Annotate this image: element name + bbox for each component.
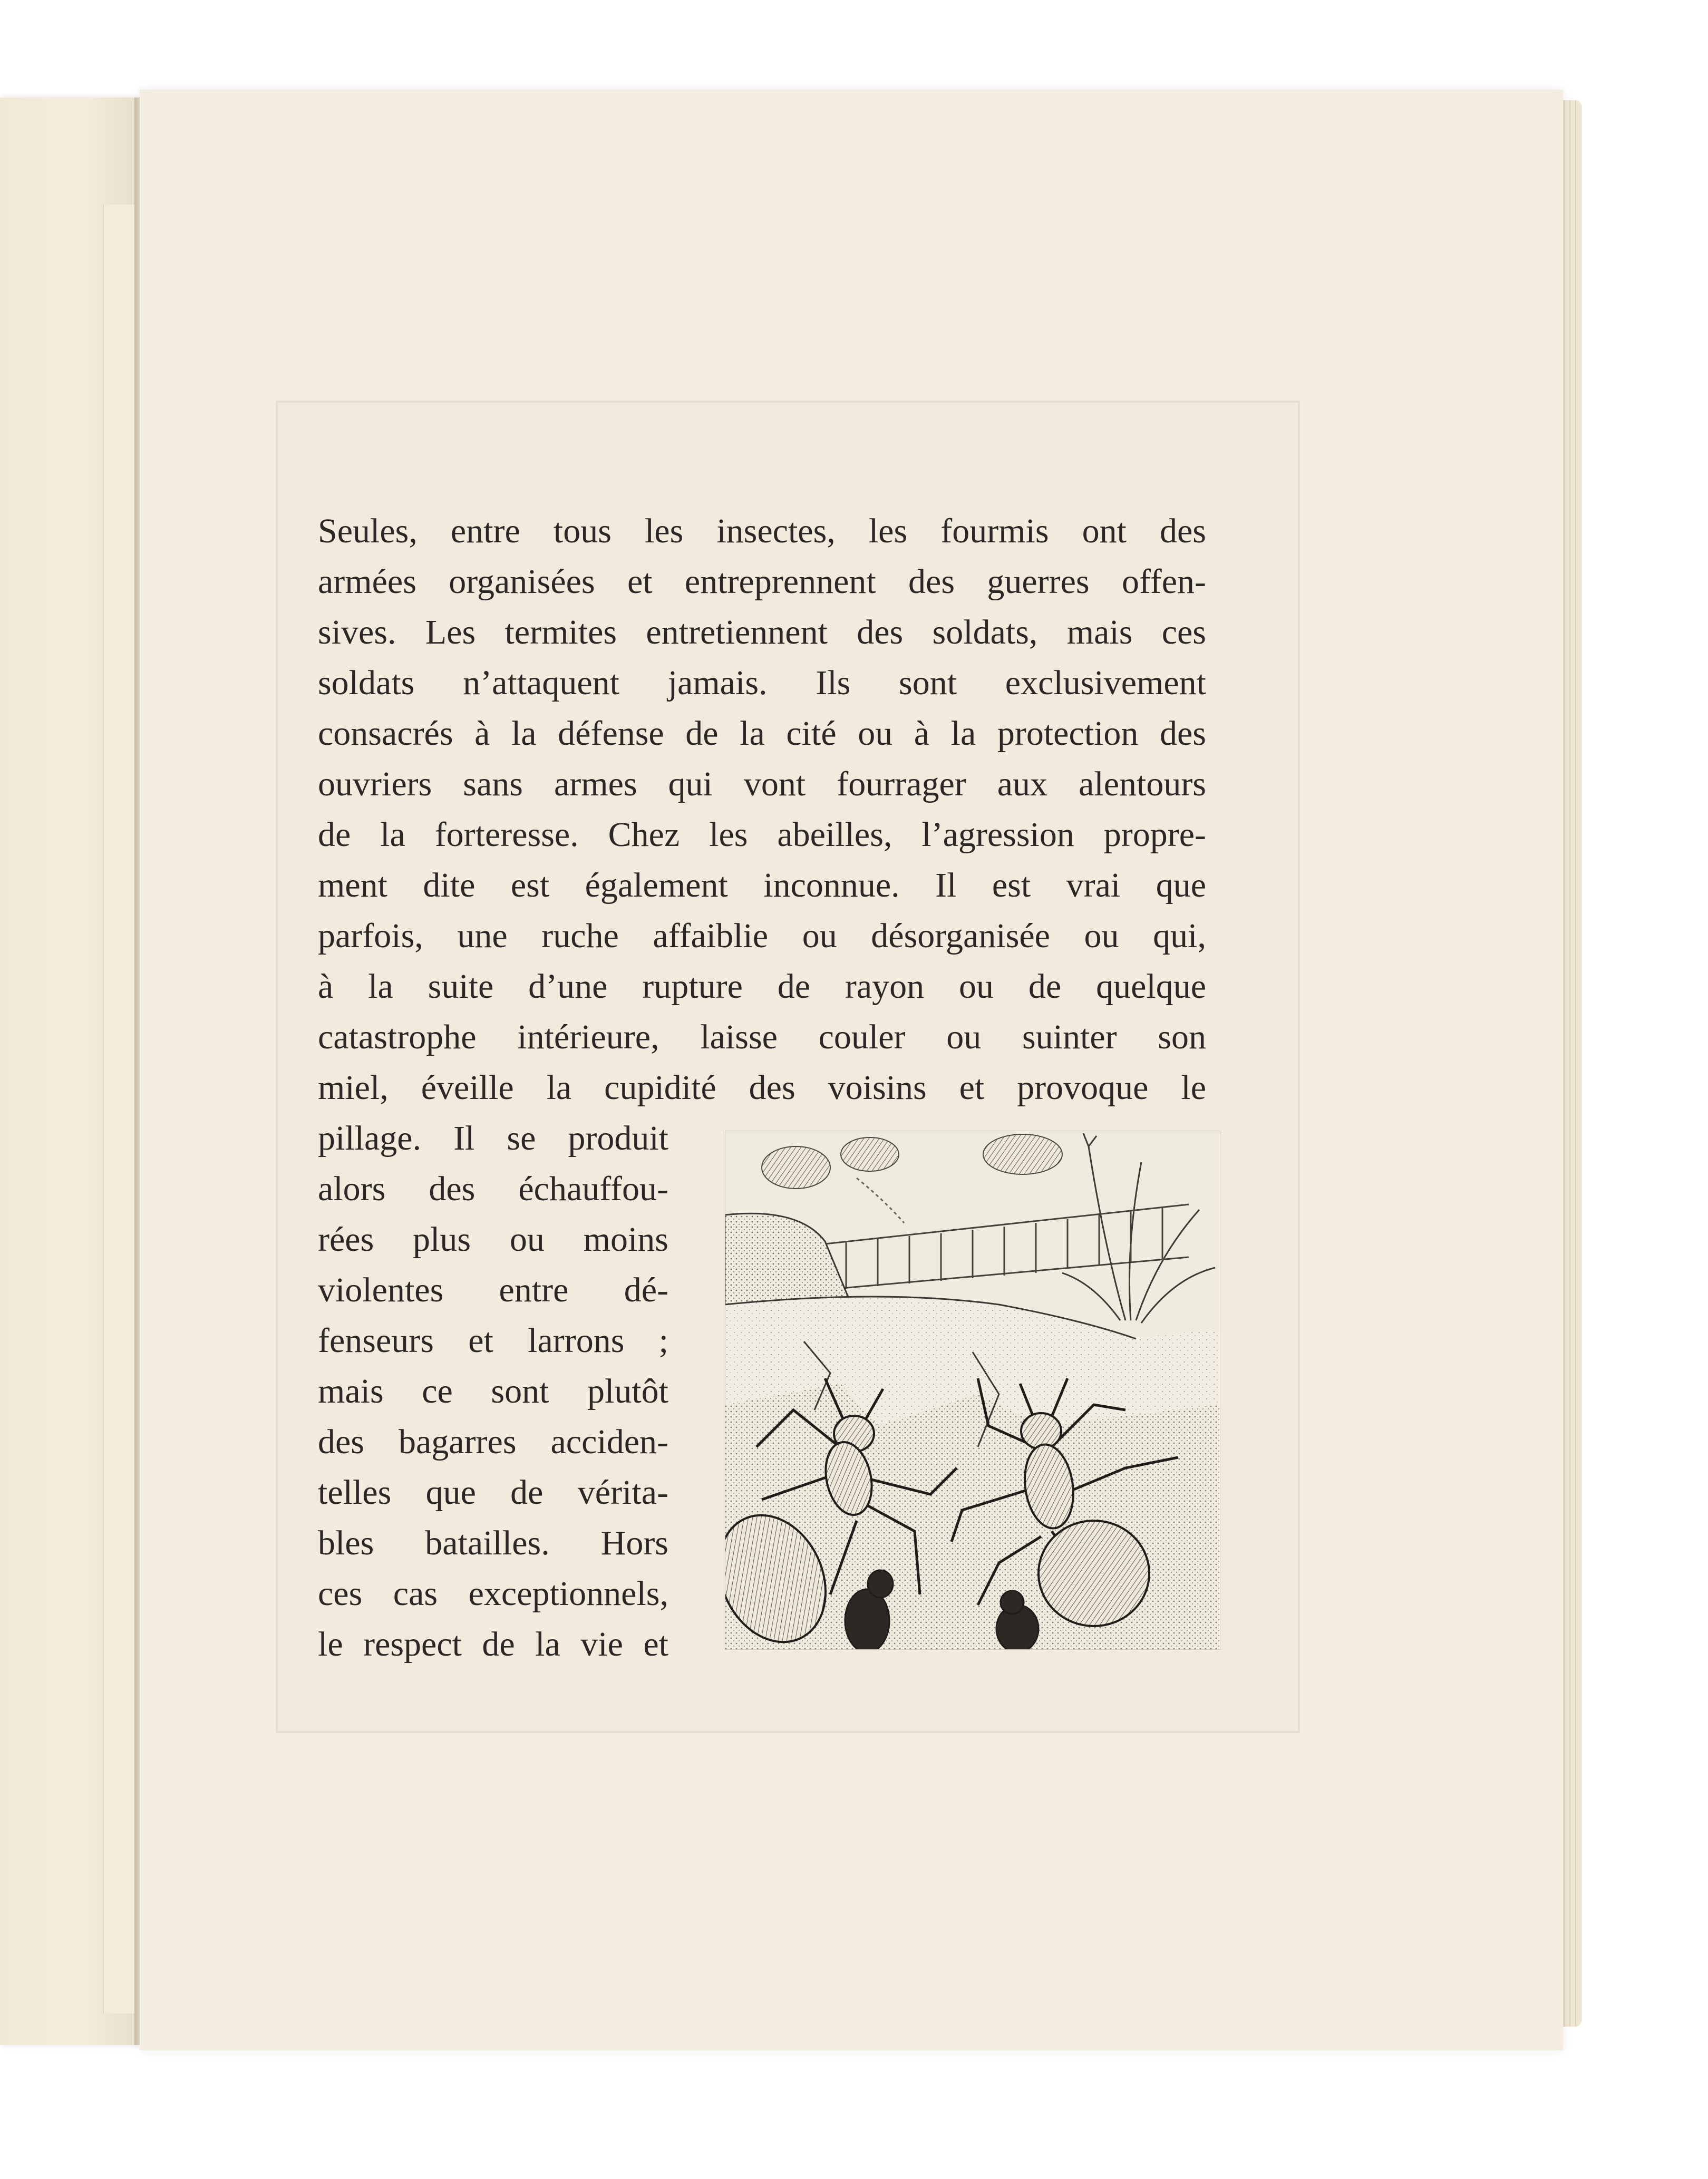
text-line: soldats n’attaquent jamais. Ils sont exclusivement (318, 664, 1206, 702)
text-line: catastrophe intérieure, laisse couler ou suinter son (318, 1018, 1206, 1056)
text-line: sives. Les termites entretiennent des soldats, mais ces (318, 613, 1206, 651)
ants-etching-illustration (725, 1131, 1220, 1650)
text-line: armées organisées et entreprennent des guerres offen- (318, 562, 1206, 601)
text-line-narrow: alors des échauffou- (318, 1170, 668, 1208)
text-line-narrow: pillage. Il se produit (318, 1119, 668, 1157)
text-line-narrow: telles que de vérita- (318, 1473, 668, 1512)
text-line-narrow: violentes entre dé- (318, 1271, 668, 1309)
text-line: ment dite est également inconnue. Il est vrai que (318, 866, 1206, 904)
text-line-narrow: bles batailles. Hors (318, 1524, 668, 1562)
text-line-narrow: rées plus ou moins (318, 1220, 668, 1259)
text-line-narrow: fenseurs et larrons ; (318, 1321, 668, 1360)
text-line: miel, éveille la cupidité des voisins et provoque le (318, 1068, 1206, 1107)
text-line: consacrés à la défense de la cité ou à la protection des (318, 714, 1206, 753)
text-line: Seules, entre tous les insectes, les fourmis ont des (318, 512, 1206, 550)
text-line: de la forteresse. Chez les abeilles, l’agression propre- (318, 815, 1206, 854)
text-line-narrow: des bagarres acciden- (318, 1423, 668, 1461)
text-line-narrow: le respect de la vie et (318, 1625, 668, 1664)
text-line: à la suite d’une rupture de rayon ou de quelque (318, 967, 1206, 1006)
text-line: ouvriers sans armes qui vont fourrager aux alentours (318, 765, 1206, 803)
text-line-narrow: ces cas exceptionnels, (318, 1574, 668, 1613)
text-line-narrow: mais ce sont plutôt (318, 1372, 668, 1410)
text-line: parfois, une ruche affaiblie ou désorganisée ou qui, (318, 917, 1206, 955)
